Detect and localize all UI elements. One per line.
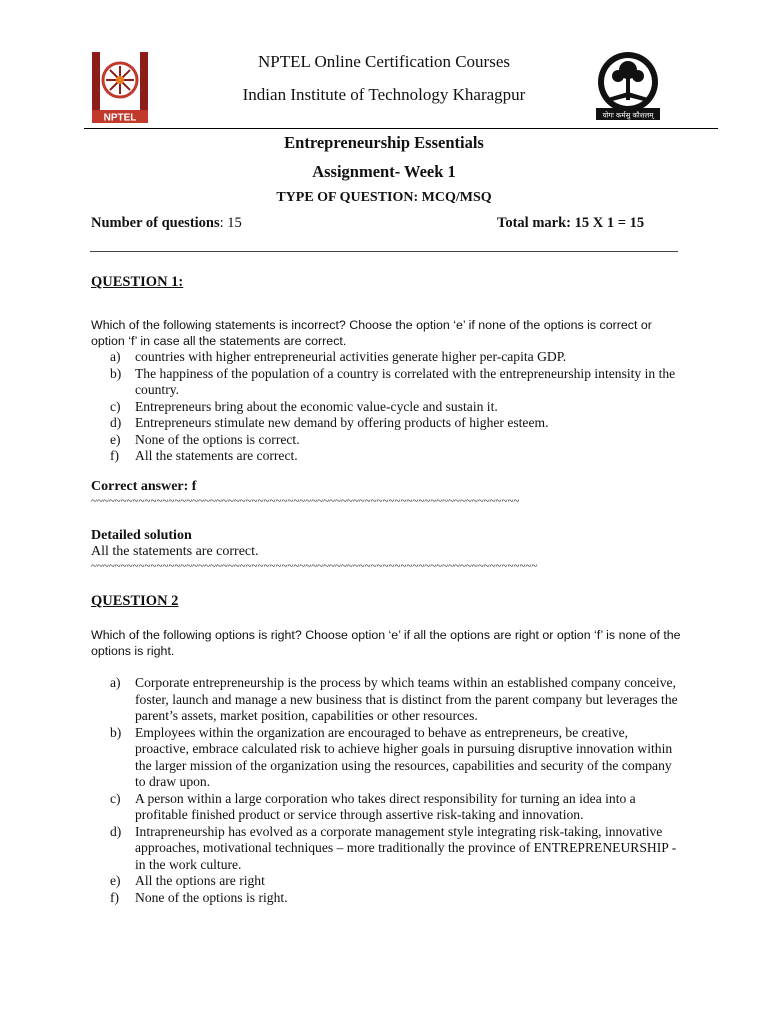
number-of-questions (91, 215, 242, 232)
option-label: a) (110, 349, 121, 364)
option-b (110, 366, 680, 399)
option-label: c) (110, 790, 121, 806)
option-e (110, 432, 680, 449)
question-2-heading: QUESTION 2 (91, 593, 179, 609)
question-1-heading: QUESTION 1: (91, 274, 184, 290)
option-e (110, 873, 680, 890)
section-divider (90, 251, 678, 252)
number-of-questions-value: : 15 (219, 215, 242, 231)
option-label: a) (110, 675, 121, 690)
option-text: Intrapreneurship has evolved as a corporate management style integrating risk-taking, innovative approaches, motivational techniques – more traditionally the province of ENTREPRENEURSHIP - in the work culture. (135, 823, 677, 872)
option-text: The happiness of the population of a country is correlated with the entrepreneurship intensity in the country. (135, 365, 676, 397)
option-label: e) (110, 873, 121, 888)
option-text: Employees within the organization are encouraged to behave as entrepreneurs, be creative, proactive, embrace calculated risk to achieve higher goals in pursuing disruptive innovation within the larger mission of the organization using the resources, capabilities and security of the company to draw upon. (135, 724, 673, 789)
option-a (110, 349, 680, 366)
assignment-title: Assignment- Week 1 (312, 162, 456, 181)
option-text: A person within a large corporation who takes direct responsibility for turning an idea into a profitable finished product or service through assertive risk-taking and innovation. (135, 790, 636, 822)
option-text: Entrepreneurs stimulate new demand by offering products of higher esteem. (135, 415, 549, 430)
option-f (110, 890, 680, 907)
option-label: b) (110, 365, 122, 381)
option-label: d) (110, 823, 122, 839)
option-text: Entrepreneurs bring about the economic value-cycle and sustain it. (135, 398, 498, 414)
number-of-questions-label: Number of questions (91, 215, 220, 231)
option-b (110, 725, 680, 791)
header-line-1: NPTEL Online Certification Courses (258, 52, 510, 71)
question-1-correct-answer: Correct answer: f (91, 479, 197, 494)
question-2-stem: Which of the following options is right? Choose option ‘e’ if all the options are right or option ‘f’ is none of the options is right. (91, 628, 681, 658)
option-text: countries with higher entrepreneurial activities generate higher per-capita GDP. (135, 349, 567, 364)
option-text: All the options are right (135, 873, 265, 888)
option-text: Corporate entrepreneurship is the process by which teams within an established company conceive, foster, launch and manage a new business that is distinct from the parent company but leverages the parent’s assets, market position, capabilities or other resources. (135, 675, 678, 723)
total-mark: Total mark: 15 X 1 = 15 (497, 215, 645, 231)
option-a (110, 675, 680, 725)
header-line-2: Indian Institute of Technology Kharagpur (242, 85, 526, 104)
option-label: e) (110, 431, 121, 447)
tilde-separator: ~~~~~~~~~~~~~~~~~~~~~~~~~~~~~~~~~~~~~~~~~~~~~~~~~~~~~~~~~~~~~~~~~~~~~~~~~~~ (91, 560, 538, 572)
question-1-options (110, 349, 680, 465)
option-text: All the statements are correct. (135, 448, 298, 463)
option-label: b) (110, 724, 122, 740)
option-label: d) (110, 415, 122, 430)
question-1-stem: Which of the following statements is incorrect? Choose the option ‘e’ if none of the options is correct or option ‘f’ in case all the statements are correct. (91, 318, 652, 348)
header-divider (84, 128, 718, 129)
option-c (110, 791, 680, 824)
svg-text:योगः कर्मसु कौशलम्: योगः कर्मसु कौशलम् (602, 111, 654, 120)
question-2-options (110, 675, 680, 906)
svg-text:NPTEL: NPTEL (103, 112, 137, 124)
question-type: TYPE OF QUESTION: MCQ/MSQ (276, 190, 492, 205)
option-label: c) (110, 398, 121, 414)
tilde-separator: ~~~~~~~~~~~~~~~~~~~~~~~~~~~~~~~~~~~~~~~~~~~~~~~~~~~~~~~~~~~~~~~~~~~~~~~~ (91, 495, 520, 507)
detailed-solution-heading: Detailed solution (91, 528, 192, 543)
iit-kharagpur-emblem (592, 48, 664, 124)
course-title: Entrepreneurship Essentials (284, 133, 484, 152)
option-text: None of the options is correct. (135, 431, 300, 447)
option-d (110, 415, 680, 432)
option-c (110, 399, 680, 416)
option-text: None of the options is right. (135, 889, 288, 905)
option-d (110, 824, 680, 874)
option-f (110, 448, 680, 465)
detailed-solution-text: All the statements are correct. (91, 544, 259, 559)
option-label: f) (110, 448, 120, 463)
option-label: f) (110, 889, 120, 905)
